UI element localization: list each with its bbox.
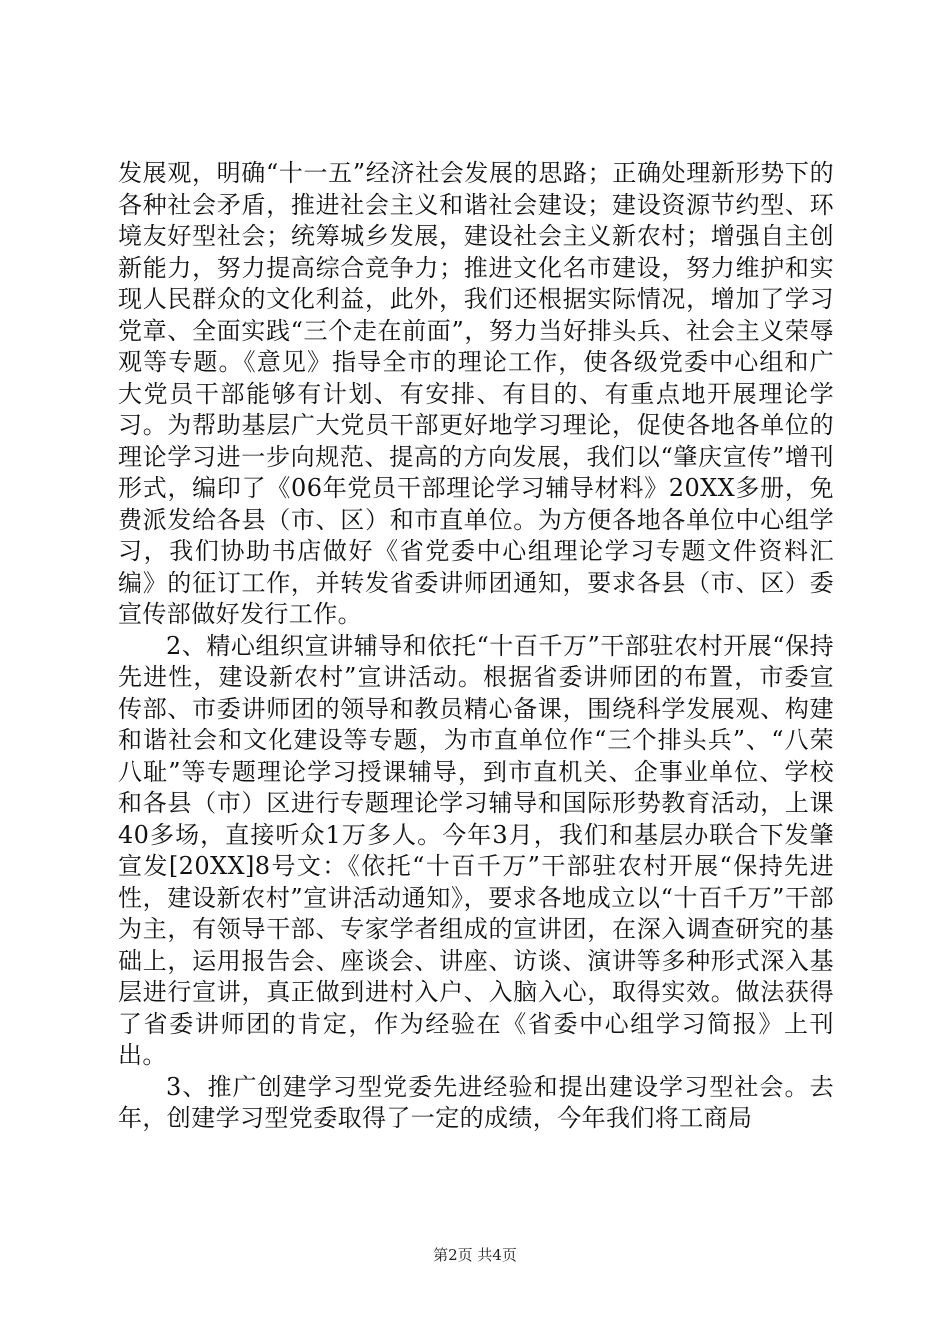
paragraph-3: 3、推广创建学习型党委先进经验和提出建设学习型社会。去年，创建学习型党委取得了一定的成绩，今年我们将工商局 [118, 1072, 834, 1132]
paragraph-1: 发展观，明确“十一五”经济社会发展的思路；正确处理新形势下的各种社会矛盾，推进社会主义和谐社会建设；建设资源节约型、环境友好型社会；统筹城乡发展，建设社会主义新农村；增强自主创新能力，努力提高综合竞争力；推进文化名市建设，努力维护和实现人民群众的文化利益，此外，我们还根据实际情况，增加了学习党章、全面实践“三个走在前面”，努力当好排头兵、社会主义荣辱观等专题。《意见》指导全市的理论工作，使各级党委中心组和广大党员干部能够有计划、有安排、有目的、有重点地开展理论学习。为帮助基层广大党员干部更好地学习理论，促使各地各单位的理论学习进一步向规范、提高的方向发展，我们以“肇庆宣传”增刊形式，编印了《06年党员干部理论学习辅导材料》20XX多册，免费派发给各县（市、区）和市直单位。为方便各地各单位中心组学习，我们协助书店做好《省党委中心组理论学习专题文件资料汇编》的征订工作，并转发省委讲师团通知，要求各县（市、区）委宣传部做好发行工作。 [118, 159, 834, 628]
paragraph-2: 2、精心组织宣讲辅导和依托“十百千万”干部驻农村开展“保持先进性，建设新农村”宣讲活动。根据省委讲师团的布置，市委宣传部、市委讲师团的领导和教员精心备课，围绕科学发展观、构建和谐社会和文化建设等专题，为市直单位作“三个排头兵”、“八荣八耻”等专题理论学习授课辅导，到市直机关、企事业单位、学校和各县（市）区进行专题理论学习辅导和国际形势教育活动，上课40多场，直接听众1万多人。今年3月，我们和基层办联合下发肇宣发[20XX]8号文：《依托“十百千万”干部驻农村开展“保持先进性，建设新农村”宣讲活动通知》，要求各地成立以“十百千万”干部为主，有领导干部、专家学者组成的宣讲团，在深入调查研究的基础上，运用报告会、座谈会、讲座、访谈、演讲等多种形式深入基层进行宣讲，真正做到进村入户、入脑入心，取得实效。做法获得了省委讲师团的肯定，作为经验在《省委中心组学习简报》上刊出。 [118, 631, 834, 1069]
page-number-footer: 第2页 共4页 [433, 1246, 517, 1264]
document-body [118, 158, 834, 1135]
